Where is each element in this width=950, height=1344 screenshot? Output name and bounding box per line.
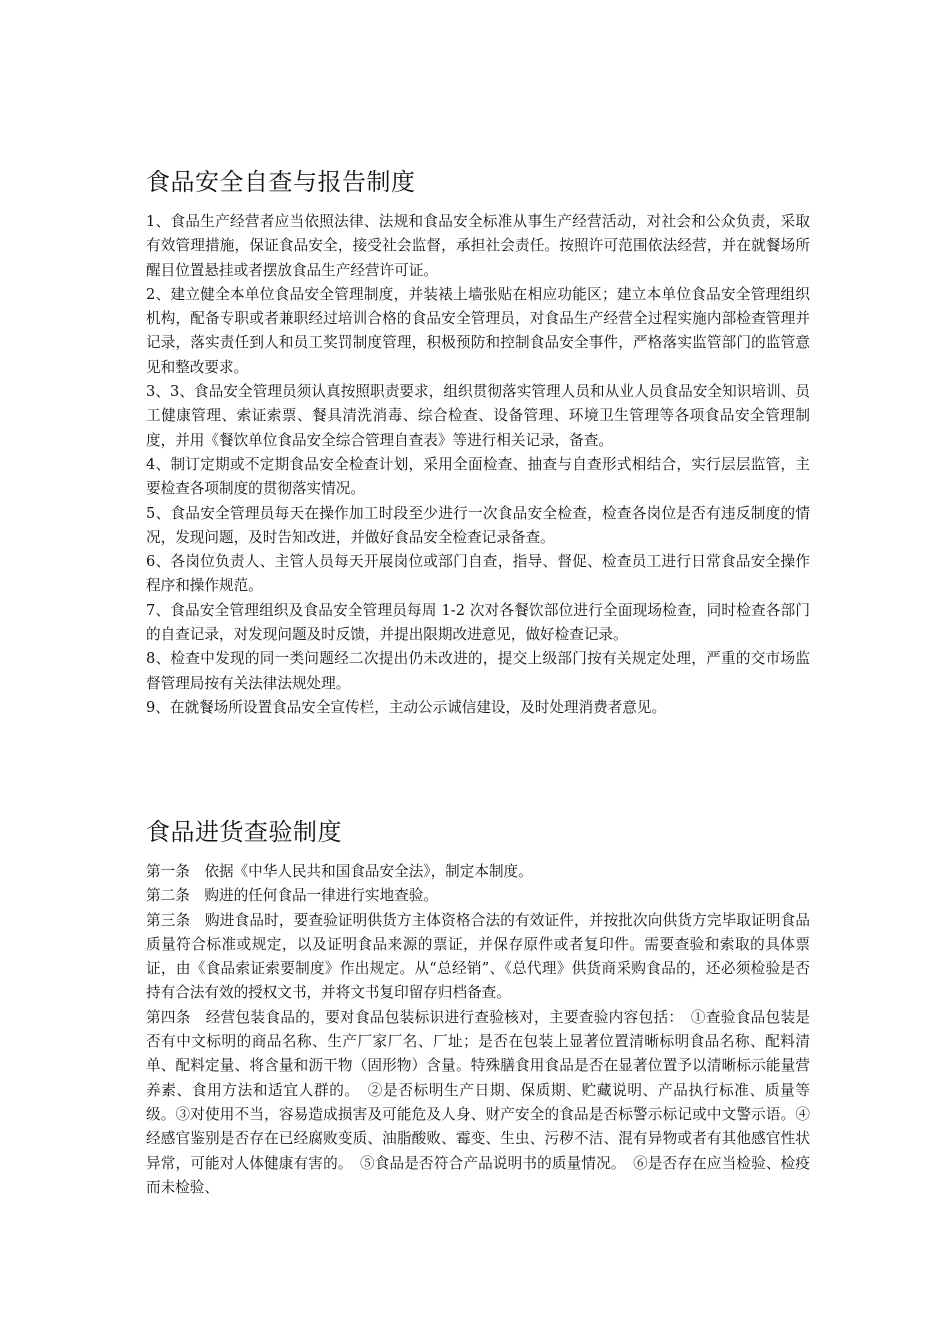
paragraph: 9、在就餐场所设置食品安全宣传栏，主动公示诚信建设，及时处理消费者意见。 [146, 698, 667, 716]
paragraph: 第一条 依据《中华人民共和国食品安全法》，制定本制度。 [146, 863, 533, 880]
paragraph: 4、制订定期或不定期食品安全检查计划，采用全面检查、抽查与自查形式相结合，实行层层监管，主要检查各项制度的贯彻落实情况。 [146, 455, 810, 498]
paragraph: 7、食品安全管理组织及食品安全管理员每周 1-2 次对各餐饮部位进行全面现场检查，同时检查各部门的自查记录，对发现问题及时反馈，并提出限期改进意见，做好检查记录。 [146, 601, 810, 644]
section-title: 食品安全自查与报告制度 [146, 168, 416, 196]
paragraph: 1、食品生产经营者应当依照法律、法规和食品安全标准从事生产经营活动，对社会和公众负责，采取有效管理措施，保证食品安全，接受社会监督，承担社会责任。按照许可范围依法经营，并在就餐场所醒目位置悬挂或者摆放食品生产经营许可证。 [146, 213, 810, 279]
paragraph: 第二条 购进的任何食品一律进行实地查验。 [146, 887, 438, 905]
paragraph: 6、各岗位负责人、主管人员每天开展岗位或部门自查，指导、督促、检查员工进行日常食品安全操作程序和操作规范。 [146, 553, 810, 595]
paragraph: 8、检查中发现的同一类问题经二次提出仍未改进的，提交上级部门按有关规定处理，严重的交市场监督管理局按有关法律法规处理。 [146, 650, 810, 692]
section-title: 食品进货查验制度 [146, 818, 342, 846]
paragraph: 2、建立健全本单位食品安全管理制度，并装裱上墙张贴在相应功能区；建立本单位食品安全管理组织机构，配备专职或者兼职经过培训合格的食品安全管理员，对食品生产经营全过程实施内部检查管理并记录，落实责任到人和员工奖罚制度管理，积极预防和控制食品安全事件，严格落实监管部门的监管意见和整改要求。 [146, 285, 810, 376]
paragraph: 第三条 购进食品时，要查验证明供货方主体资格合法的有效证件，并按批次向供货方完毕取证明食品质量符合标准或规定，以及证明食品来源的票证，并保存原件或者复印件。需要查验和索取的具体票证，由《食品索证索要制度》作出规定。从“总经销”、《总代理》供货商采购食品的，还必须检验是否持有合法有效的授权文书，并将文书复印留存归档备查。 [146, 911, 810, 1002]
section-purchase-inspection [146, 816, 810, 1200]
section-self-inspection [146, 166, 810, 720]
paragraph: 第四条 经营包装食品的，要对食品包装标识进行查验核对，主要查验内容包括： ①查验食品包装是否有中文标明的商品名称、生产厂家厂名、厂址；是否在包装上显著位置清晰标明食品名称、配料清单、配料定量、将含量和沥干物（固形物）含量。特殊膳食用食品是否在显著位置予以清晰标示能量营养素、食用方法和适宜人群的。 ②是否标明生产日期、保质期、贮藏说明、产品执行标准、质量等级。③对使用不当，容易造成损害及可能危及人身、财产安全的食品是否标警示标记或中文警示语。④经感官鉴别是否存在已经腐败变质、油脂酸败、霉变、生虫、污秽不洁、混有异物或者有其他感官性状异常，可能对人体健康有害的。 ⑤食品是否符合产品说明书的质量情况。 ⑥是否存在应当检验、检疫而未检验、 [146, 1008, 810, 1196]
paragraph: 3、3、食品安全管理员须认真按照职责要求，组织贯彻落实管理人员和从业人员食品安全知识培训、员工健康管理、索证索票、餐具清洗消毒、综合检查、设备管理、环境卫生管理等各项食品安全管理制度，并用《餐饮单位食品安全综合管理自查表》等进行相关记录，备查。 [146, 383, 810, 449]
paragraph: 5、食品安全管理员每天在操作加工时段至少进行一次食品安全检查，检查各岗位是否有违反制度的情况，发现问题，及时告知改进，并做好食品安全检查记录备查。 [146, 504, 810, 546]
